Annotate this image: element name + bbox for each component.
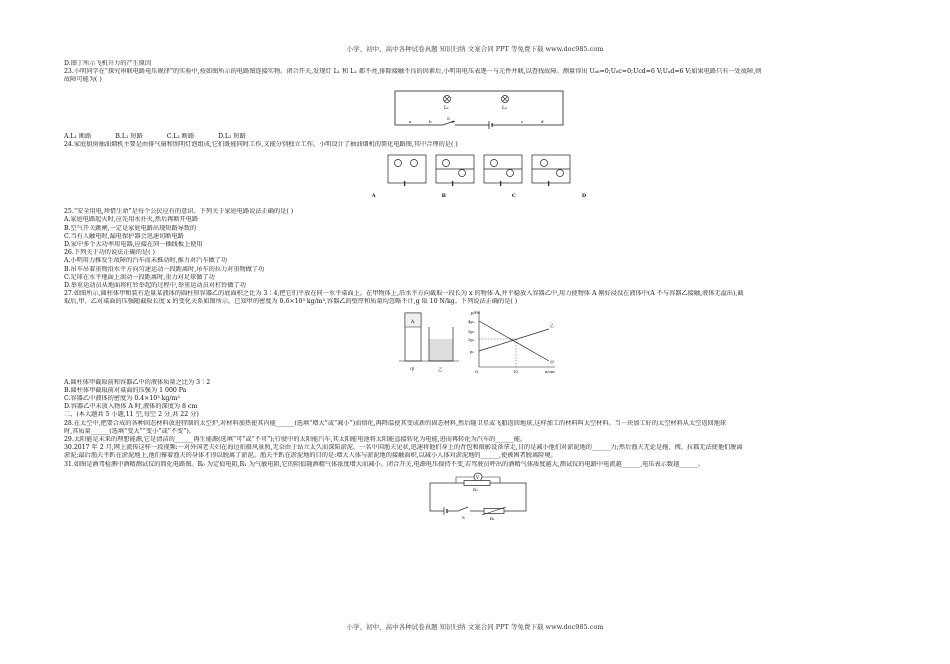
q27-stem: 27.如图所示,圆柱体甲和装有适量某液体的圆柱形容器乙的底面积之比为 3∶4,把它们平放在同一水平桌面上。在甲物体上,沿水平方向截取一段长为 x 的物体 A,并平稳放入容器乙中,用力使物体 A 刚好浸没在液体中(A 不与容器乙接触,液体无溢出),截 xyxy=(64,290,744,298)
q27-origin: O xyxy=(475,368,479,374)
q23-option-c[interactable]: C.L₂ 断路 xyxy=(166,132,195,140)
q27-option-d[interactable]: D.容器乙中未放入物体 A 时,液体的深度为 8 cm xyxy=(64,403,198,411)
q25-option-a[interactable]: A.家庭电路起火时,应先用水扑灭,然后再断开电路 xyxy=(64,216,199,224)
q24-fig-d: D xyxy=(581,193,587,200)
q27-label-a: A xyxy=(411,319,415,325)
q31-label-s: S xyxy=(462,514,465,520)
page-header: 小学、初中、高中各种试卷真题 知识归纳 文案合同 PPT 等免费下载 www.doc985.com xyxy=(346,45,604,53)
q23-option-a[interactable]: A.L₁ 断路 xyxy=(64,132,92,140)
q23-label-c: c xyxy=(521,118,524,124)
q27-option-c[interactable]: C.容器乙中液体的密度为 0.4×10³ kg/m³ xyxy=(64,395,180,403)
q27-tick-x0: 10 xyxy=(513,368,518,374)
q23-option-b[interactable]: B.L₁ 短路 xyxy=(115,132,143,140)
q31-circuit-diagram xyxy=(424,471,534,521)
q26-stem: 26.下列关于功的说法正确的是( ) xyxy=(64,249,155,257)
q27-curve-yi: 乙 xyxy=(550,322,554,328)
q23-label-s: S xyxy=(447,115,450,121)
q28-stem-cont: 时,其质量______(选填“变大”“变小”或“不变”)。 xyxy=(64,427,195,435)
q23-label-l1: L₁ xyxy=(444,105,449,111)
q23-label-a: a xyxy=(409,118,412,124)
q24-fig-b: B xyxy=(441,193,446,200)
q26-option-d[interactable]: D.举重运动员从地面将杠铃举起的过程中,举重运动员对杠铃做了功 xyxy=(64,282,246,290)
q27-label-yi: 乙 xyxy=(438,367,443,373)
exam-page xyxy=(64,60,894,523)
q23-option-d[interactable]: D.L₂ 短路 xyxy=(218,132,246,140)
q23-circuit-diagram xyxy=(389,87,569,131)
q26-option-c[interactable]: C.足球在水平地面上滚动一段距离时,重力对足球做了功 xyxy=(64,273,215,281)
q27-axis-y: p/Pa xyxy=(471,309,480,315)
q24-fig-c: C xyxy=(511,193,516,200)
q27-tick-2p0: 2p₀ xyxy=(468,336,475,342)
q28-stem: 28.在太空中,把要合成的各种固态材料放进特制的太空炉,对材料加热使其内能______(选填“增大”或“减小”)而熔化,再降温使其变成新的固态材料,然后随卫星或飞船返回地球,这样加工的材料叫太空材料。当一块加工好的太空材料从太空返回地球 xyxy=(64,419,727,427)
q27-label-jia: 甲 xyxy=(410,367,415,373)
q27-option-b[interactable]: B.圆柱体甲截取前对桌面的压强为 1 000 Pa xyxy=(64,386,187,394)
q27-option-a[interactable]: A.圆柱体甲截取前和容器乙中的液体质量之比为 3∶2 xyxy=(64,378,211,386)
q29-stem: 29.太阳能是未来的理想能源,它是清洁的______再生能源(选填“可”或“不可”);行驶中的太阳能汽车,其太阳能电池将太阳能直接转化为电能,进而再转化为汽车的______能。 xyxy=(64,436,527,444)
q31-label-r0: R₀ xyxy=(473,486,478,492)
q25-stem: 25.“安全用电,珍惜生命”是每个公民应有的意识。下列关于家庭电路说法正确的是( ) xyxy=(64,208,294,216)
section-2-heading: 二、(本大题共 5 小题,11 空,每空 2 分,共 22 分) xyxy=(64,411,199,419)
q22-option-d: D.图丁所示飞机升力的产生原因 xyxy=(64,60,152,67)
q23-label-l2: L₂ xyxy=(502,105,507,111)
q27-curve-jia: 甲 xyxy=(550,359,554,365)
q25-option-b[interactable]: B.空气开关跳闸,一定是家庭电路出现短路导致的 xyxy=(64,224,197,232)
page-footer: 小学、初中、高中各种试卷真题 知识归纳 文案合同 PPT 等免费下载 www.doc985.com xyxy=(346,623,604,631)
q26-option-a[interactable]: A.小明用力推发生故障的汽车而未推动时,推力对汽车做了功 xyxy=(64,257,228,265)
q25-option-c[interactable]: C.当有人触电时,漏电保护器会迅速切断电路 xyxy=(64,232,184,240)
q27-figure xyxy=(399,309,559,377)
q31-label-v: V xyxy=(476,475,480,481)
q31-label-r1: R₁ xyxy=(490,515,495,521)
q24-circuit-options xyxy=(384,151,574,191)
q27-stem-cont: 取后,甲、乙对桌面的压强随截取长度 x 的变化关系如图所示。已知甲的密度为 0.6×10³ kg/m³,容器乙的壁厚和质量均忽略不计,g 取 10 N/kg。下列说法正确的是( ) xyxy=(64,298,518,306)
q25-option-d[interactable]: D.家中多个大功率用电器,应接在同一插线板上使用 xyxy=(64,241,203,249)
q31-stem: 31.如图是酒驾检测中酒精测试仪的简化电路图。R₀ 为定值电阻,R₁ 为气敏电阻,它的阻值随酒精气体浓度增大而减小。闭合开关,电源电压保持不变,若驾驶员呼出的酒精气体浓度越大,测试仪的电路中电流越______,电压表示数越______。 xyxy=(64,460,705,468)
q27-tick-4p0: 4p₀ xyxy=(468,318,475,324)
q23-stem-cont: 故障可能为( ) xyxy=(64,76,102,84)
q23-options xyxy=(64,133,894,141)
q30-stem: 30.2017 年 2 月,网上流传这样一段视频:一对外国老夫妇在海边拍摄风景照,无奈由于站立太久而深陷淤泥。一名中国渔夫见状,迅速将他们身上的背包和摄影设备拿走,目的是减小他们对淤泥地的______力;然后渔夫无论是拖、拽、拉都无法使他们脱离 xyxy=(64,444,743,452)
q23-stem: 23.小明同学在“探究串联电路电压规律”的实验中,按如图所示的电路图连接实物。闭合开关,发现灯 L₁ 和 L₂ 都不亮,排除接触不良的因素后,小明用电压表逐一与元件并联,以查找故障。测量得出 Uₐ₆=0;U₆c=0;Ucd=6 V;Uₐd=6 V;如果电路只有一处故障,则 xyxy=(64,68,762,76)
q27-tick-p0: p₀ xyxy=(470,348,474,354)
q26-option-b[interactable]: B.吊车吊着重物沿水平方向匀速运动一段距离时,吊车的拉力对重物做了功 xyxy=(64,265,265,273)
q23-label-b: b xyxy=(429,118,432,124)
q24-figure-letters xyxy=(64,192,894,200)
q23-label-d: d xyxy=(541,118,544,124)
q27-axis-x: x/cm xyxy=(545,368,555,374)
q27-tick-3p0: 3p₀ xyxy=(468,328,475,334)
q24-stem: 24.家庭厨房抽油烟机主要是由排气扇和照明灯泡组成,它们既能同时工作,又能分别独立工作。小明设计了抽油烟机的简化电路图,其中合理的是( ) xyxy=(64,140,458,148)
q24-fig-a: A xyxy=(371,193,376,200)
q30-stem-cont: 淤泥;最后渔夫平趴在淤泥地上,他们撑着渔夫的身体才得以脱离了淤泥。渔夫平趴在淤泥地的目的是:增大人体与淤泥地的接触面积,以减小人体对淤泥地的______,使被困者脱离险境。 xyxy=(64,452,557,460)
